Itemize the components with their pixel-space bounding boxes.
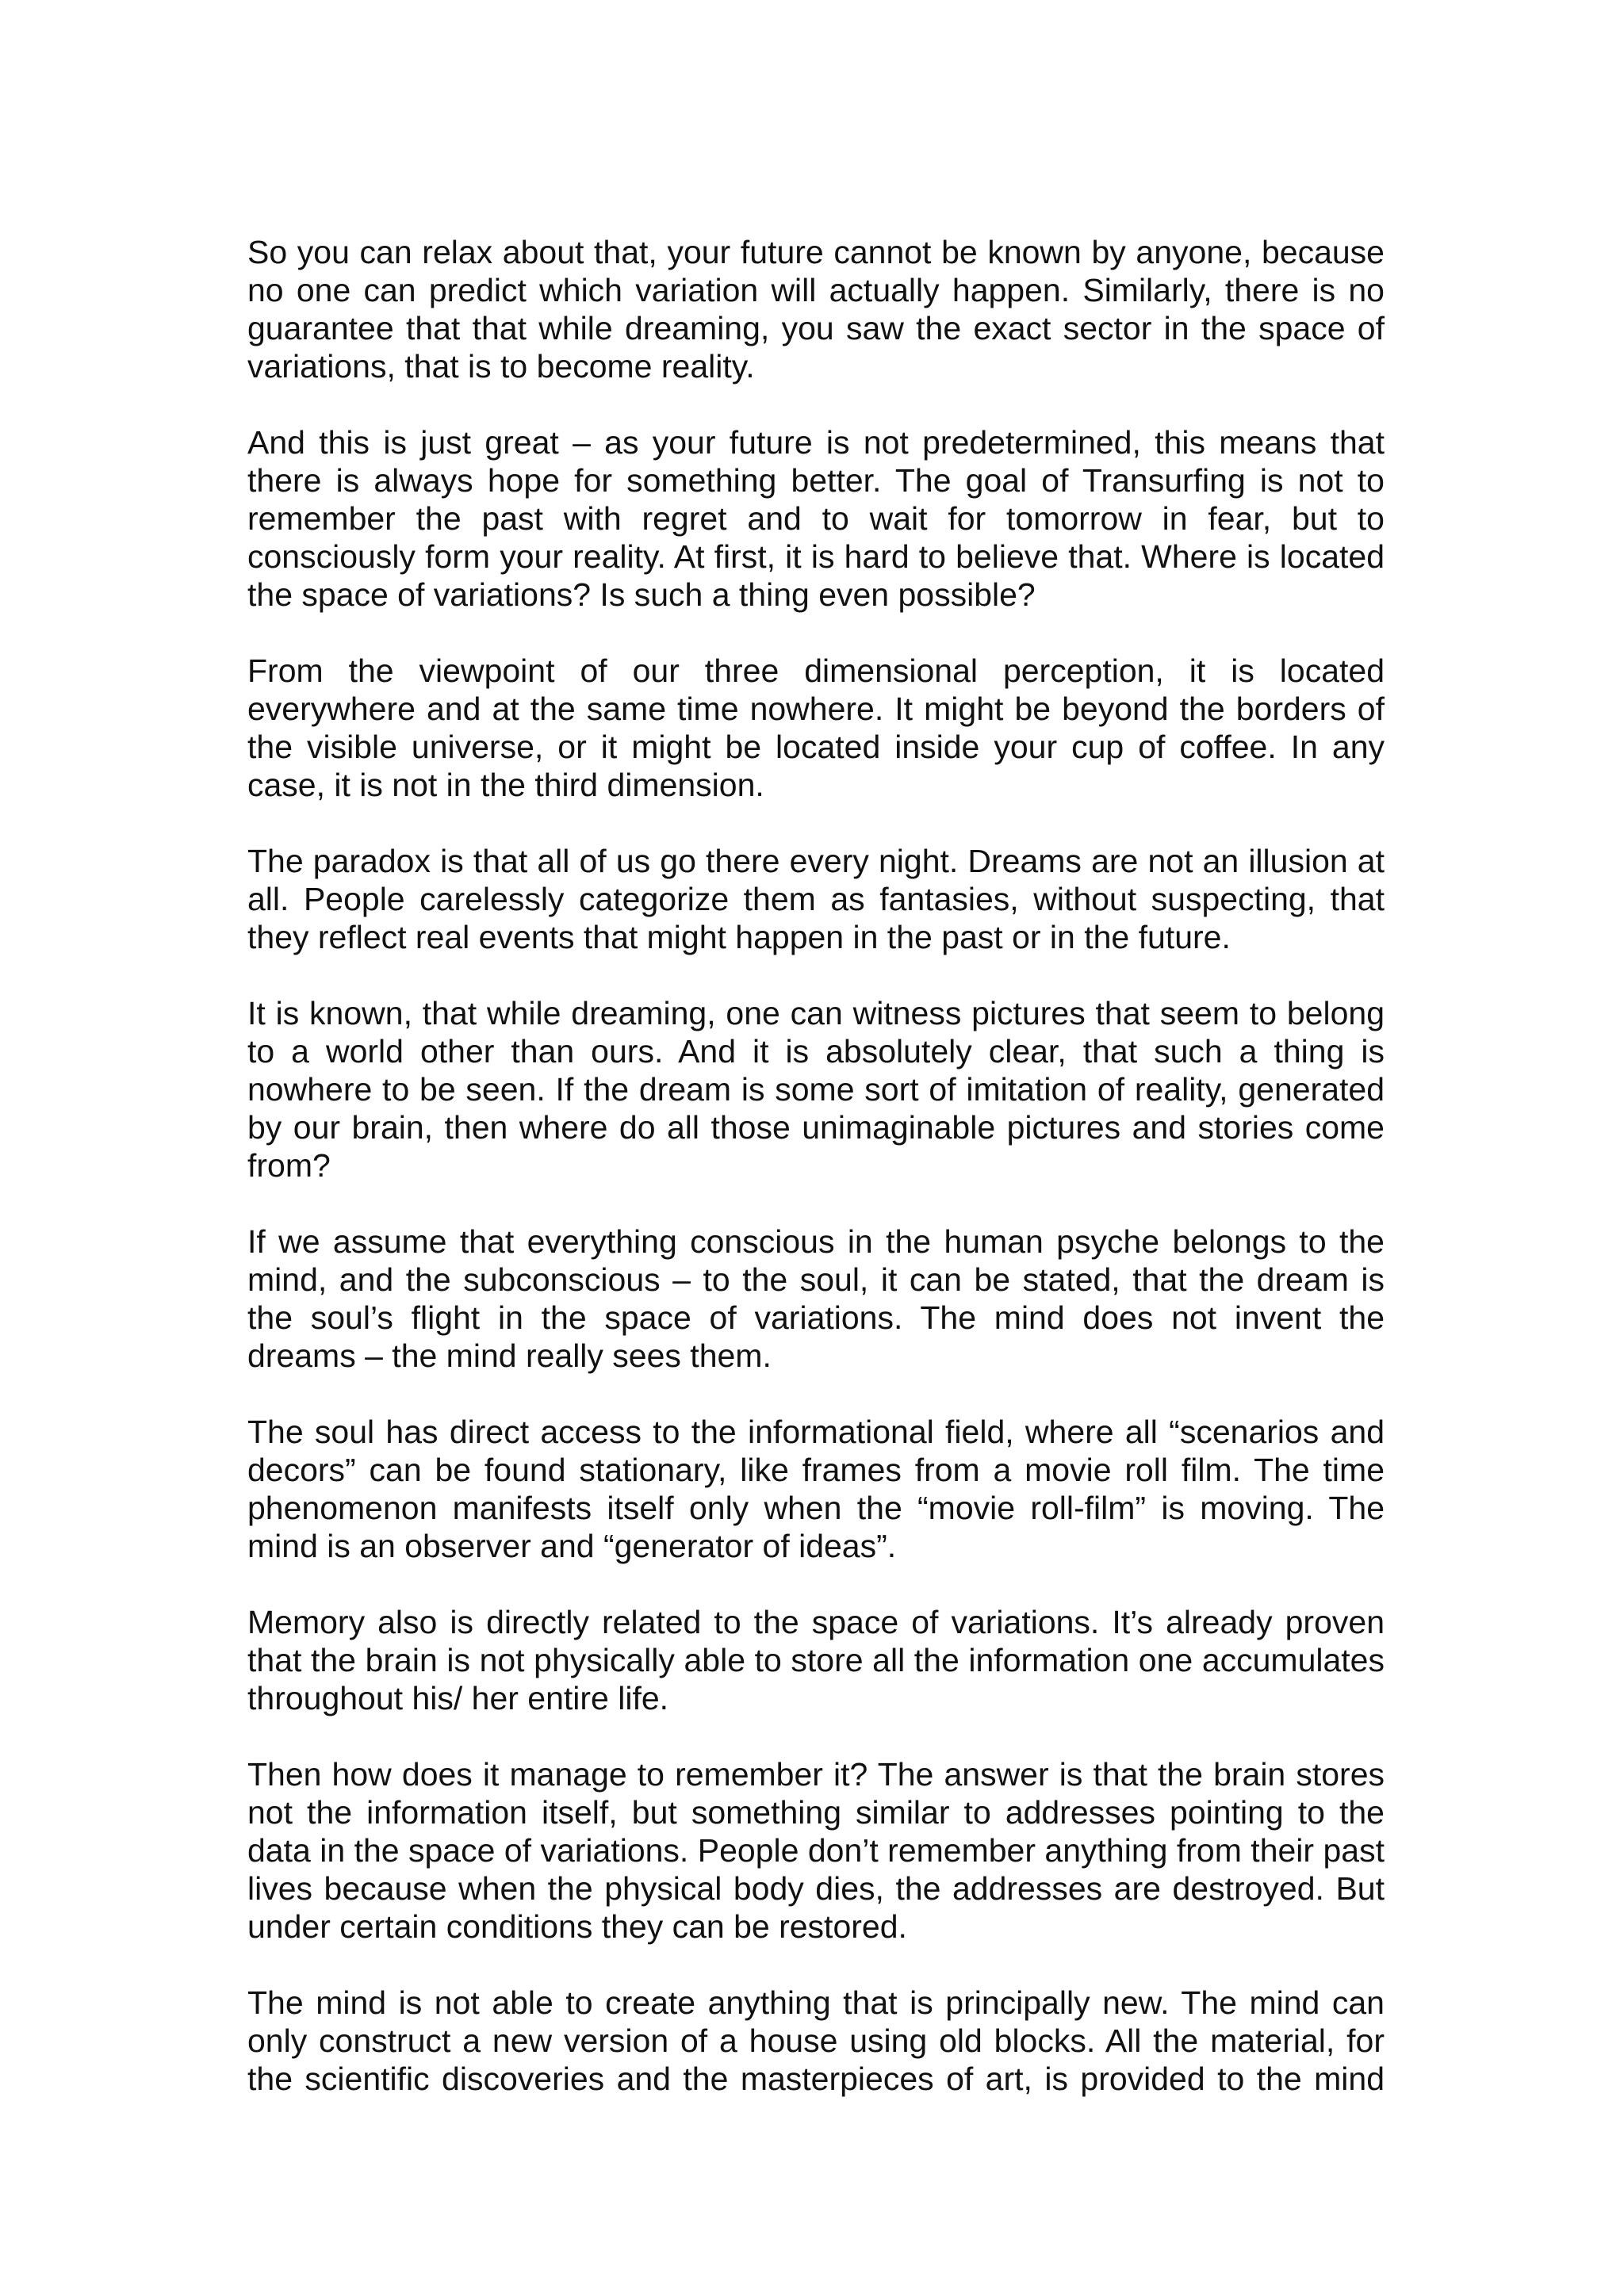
paragraph: Memory also is directly related to the space of variations. It’s already proven that the brain is not physically able to store all the information one accumulates throughout his/ her entire life. [247, 1604, 1385, 1716]
paragraph: The soul has direct access to the informational field, where all “scenarios and decors” can be found stationary, like frames from a movie roll film. The time phenomenon manifests itself only when the “movie roll-film” is moving. The mind is an observer and “generator of ideas”. [247, 1414, 1385, 1564]
paragraph: From the viewpoint of our three dimensional perception, it is located everywhere and at the same time nowhere. It might be beyond the borders of the visible universe, or it might be located inside your cup of coffee. In any case, it is not in the third dimension. [247, 652, 1385, 803]
paragraph: Then how does it manage to remember it? The answer is that the brain stores not the information itself, but something similar to addresses pointing to the data in the space of variations. People don’t remember anything from their past lives because when the physical body dies, the addresses are destroyed. But under certain conditions they can be restored. [247, 1756, 1385, 1945]
paragraph: It is known, that while dreaming, one can witness pictures that seem to belong to a world other than ours. And it is absolutely clear, that such a thing is nowhere to be seen. If the dream is some sort of imitation of reality, generated by our brain, then where do all those unimaginable pictures and stories come from? [247, 995, 1385, 1184]
paragraph: The paradox is that all of us go there every night. Dreams are not an illusion at all. People carelessly categorize them as fantasies, without suspecting, that they reflect real events that might happen in the past or in the future. [247, 843, 1385, 955]
paragraph: So you can relax about that, your future cannot be known by anyone, because no one can predict which variation will actually happen. Similarly, there is no guarantee that that while dreaming, you saw the exact sector in the space of variations, that is to become reality. [247, 234, 1385, 385]
paragraph: And this is just great – as your future is not predetermined, this means that there is always hope for something better. The goal of Transurfing is not to remember the past with regret and to wait for tomorrow in fear, but to consciously form your reality. At first, it is hard to believe that. Where is located the space of variations? Is such a thing even possible? [247, 424, 1385, 613]
paragraph: The mind is not able to create anything that is principally new. The mind can only construct a new version of a house using old blocks. All the material, for the scientific discoveries and the masterpieces of art, is provided to the mind [247, 1984, 1385, 2097]
paragraph: If we assume that everything conscious in the human psyche belongs to the mind, and the subconscious – to the soul, it can be stated, that the dream is the soul’s flight in the space of variations. The mind does not invent the dreams – the mind really sees them. [247, 1223, 1385, 1374]
body-text [247, 233, 1385, 2098]
